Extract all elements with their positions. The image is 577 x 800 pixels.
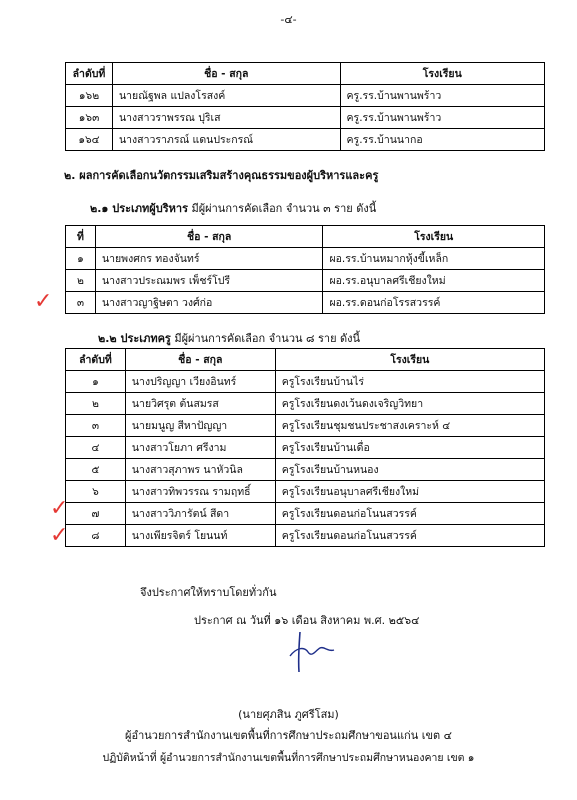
subsection-executives bbox=[90, 199, 376, 217]
cell-number: ๑ bbox=[66, 248, 96, 270]
cell-name: นางสาวทิพวรรณ รามฤทธิ์ bbox=[125, 481, 275, 503]
cell-name: นางเพียรจิตร์ โยนนท์ bbox=[125, 525, 275, 547]
subsection-label: ๒.๑ ประเภทผู้บริหาร bbox=[90, 202, 188, 215]
table-row bbox=[66, 393, 545, 415]
table-row bbox=[66, 415, 545, 437]
checkmark-icon: ✓ bbox=[50, 523, 69, 548]
table-row bbox=[66, 270, 545, 292]
column-header: โรงเรียน bbox=[323, 226, 545, 248]
section-heading: ๒. ผลการคัดเลือกนวัตกรรมเสริมสร้างคุณธรรมของผู้บริหารและครู bbox=[64, 169, 379, 182]
cell-school: ผอ.รร.อนุบาลศรีเชียงใหม่ bbox=[323, 270, 545, 292]
table-executives bbox=[65, 225, 545, 314]
cell-name: นางสาวญาฐิษตา วงศ์ก่อ bbox=[95, 292, 323, 314]
cell-name: นางสาวโยภา ศรีงาม bbox=[125, 437, 275, 459]
cell-number: ๖ bbox=[66, 481, 126, 503]
column-header: ชื่อ - สกุล bbox=[95, 226, 323, 248]
column-header: ที่ bbox=[66, 226, 96, 248]
table-row bbox=[66, 292, 545, 314]
table-row bbox=[66, 525, 545, 547]
subsection-teachers bbox=[98, 329, 360, 347]
column-header: โรงเรียน bbox=[275, 349, 544, 371]
checkmark-icon: ✓ bbox=[34, 289, 53, 314]
checkmark-icon: ✓ bbox=[50, 496, 69, 521]
cell-school: ครู.รร.บ้านพานพร้าว bbox=[340, 107, 544, 129]
cell-number: ๑๖๓ bbox=[66, 107, 113, 129]
cell-name: นางสาวประณมพร เพ็ชร์โปรี bbox=[95, 270, 323, 292]
cell-school: ครู.รร.บ้านพานพร้าว bbox=[340, 85, 544, 107]
signer-acting-title: ปฏิบัติหน้าที่ ผู้อำนวยการสำนักงานเขตพื้นที่การศึกษาประถมศึกษาหนองคาย เขต ๑ bbox=[102, 752, 475, 764]
table-row bbox=[66, 437, 545, 459]
table-row bbox=[66, 248, 545, 270]
table-header-row bbox=[66, 226, 545, 248]
cell-name: นางปริญญา เวียงอินทร์ bbox=[125, 371, 275, 393]
cell-school: ผอ.รร.ดอนก่อโรรสวรรค์ bbox=[323, 292, 545, 314]
cell-number: ๒ bbox=[66, 393, 126, 415]
cell-number: ๕ bbox=[66, 459, 126, 481]
table-row bbox=[66, 85, 545, 107]
cell-number: ๓ bbox=[66, 292, 96, 314]
column-header: ลำดับที่ bbox=[66, 349, 126, 371]
column-header: ชื่อ - สกุล bbox=[125, 349, 275, 371]
cell-name: นายวิศรุต ต้นสมรส bbox=[125, 393, 275, 415]
signer-name: (นายศุภสิน ภูศรีโสม) bbox=[238, 708, 339, 721]
subsection-text: มีผู้ผ่านการคัดเลือก จำนวน ๓ ราย ดังนี้ bbox=[187, 202, 377, 215]
cell-school: ครูโรงเรียนบ้านไร่ bbox=[275, 371, 544, 393]
cell-school: ครูโรงเรียนบ้านเดื่อ bbox=[275, 437, 544, 459]
cell-number: ๑๖๒ bbox=[66, 85, 113, 107]
cell-number: ๔ bbox=[66, 437, 126, 459]
table-row bbox=[66, 129, 545, 151]
signer-title: ผู้อำนวยการสำนักงานเขตพื้นที่การศึกษาประถมศึกษาขอนแก่น เขต ๔ bbox=[125, 729, 452, 742]
date-line: ประกาศ ณ วันที่ ๑๖ เดือน สิงหาคม พ.ศ. ๒๕๖๔ bbox=[194, 614, 420, 627]
table-row bbox=[66, 371, 545, 393]
table-header-row bbox=[66, 63, 545, 85]
cell-number: ๗ bbox=[66, 503, 126, 525]
cell-name: นางสาวสุภาพร นาหัวนิล bbox=[125, 459, 275, 481]
cell-number: ๑๖๔ bbox=[66, 129, 113, 151]
signature-image bbox=[282, 628, 342, 678]
cell-number: ๘ bbox=[66, 525, 126, 547]
table-header-row bbox=[66, 349, 545, 371]
table-row bbox=[66, 107, 545, 129]
column-header: ชื่อ - สกุล bbox=[112, 63, 340, 85]
page-number: -๔- bbox=[280, 13, 297, 26]
cell-school: ผอ.รร.บ้านหมากหุ้งขี้เหล็ก bbox=[323, 248, 545, 270]
cell-name: นางสาวราภรณ์ แดนประกรณ์ bbox=[112, 129, 340, 151]
cell-school: ครู.รร.บ้านนากอ bbox=[340, 129, 544, 151]
cell-school: ครูโรงเรียนชุมชนประชาสงเคราะห์ ๔ bbox=[275, 415, 544, 437]
table-row bbox=[66, 481, 545, 503]
table-teachers bbox=[65, 348, 545, 547]
cell-name: นายณัฐพล แปลงโรสงค์ bbox=[112, 85, 340, 107]
cell-name: นางสาววิภารัตน์ สีดา bbox=[125, 503, 275, 525]
cell-name: นางสาวราพรรณ ปุริเส bbox=[112, 107, 340, 129]
cell-school: ครูโรงเรียนดอนก่อโนนสวรรค์ bbox=[275, 503, 544, 525]
cell-name: นายมนูญ สีหาปัญญา bbox=[125, 415, 275, 437]
table-continued bbox=[65, 62, 545, 151]
cell-number: ๓ bbox=[66, 415, 126, 437]
cell-school: ครูโรงเรียนดอนก่อโนนสวรรค์ bbox=[275, 525, 544, 547]
announcement-line: จึงประกาศให้ทราบโดยทั่วกัน bbox=[140, 586, 277, 599]
table-row bbox=[66, 459, 545, 481]
cell-school: ครูโรงเรียนอนุบาลศรีเชียงใหม่ bbox=[275, 481, 544, 503]
cell-name: นายพงศกร ทองจันทร์ bbox=[95, 248, 323, 270]
cell-number: ๑ bbox=[66, 371, 126, 393]
subsection-text: มีผู้ผ่านการคัดเลือก จำนวน ๘ ราย ดังนี้ bbox=[170, 332, 361, 345]
column-header: โรงเรียน bbox=[340, 63, 544, 85]
table-row bbox=[66, 503, 545, 525]
cell-school: ครูโรงเรียนบ้านหนอง bbox=[275, 459, 544, 481]
cell-school: ครูโรงเรียนดงเว้นดงเจริญวิทยา bbox=[275, 393, 544, 415]
cell-number: ๒ bbox=[66, 270, 96, 292]
column-header: ลำดับที่ bbox=[66, 63, 113, 85]
subsection-label: ๒.๒ ประเภทครู bbox=[98, 332, 171, 345]
